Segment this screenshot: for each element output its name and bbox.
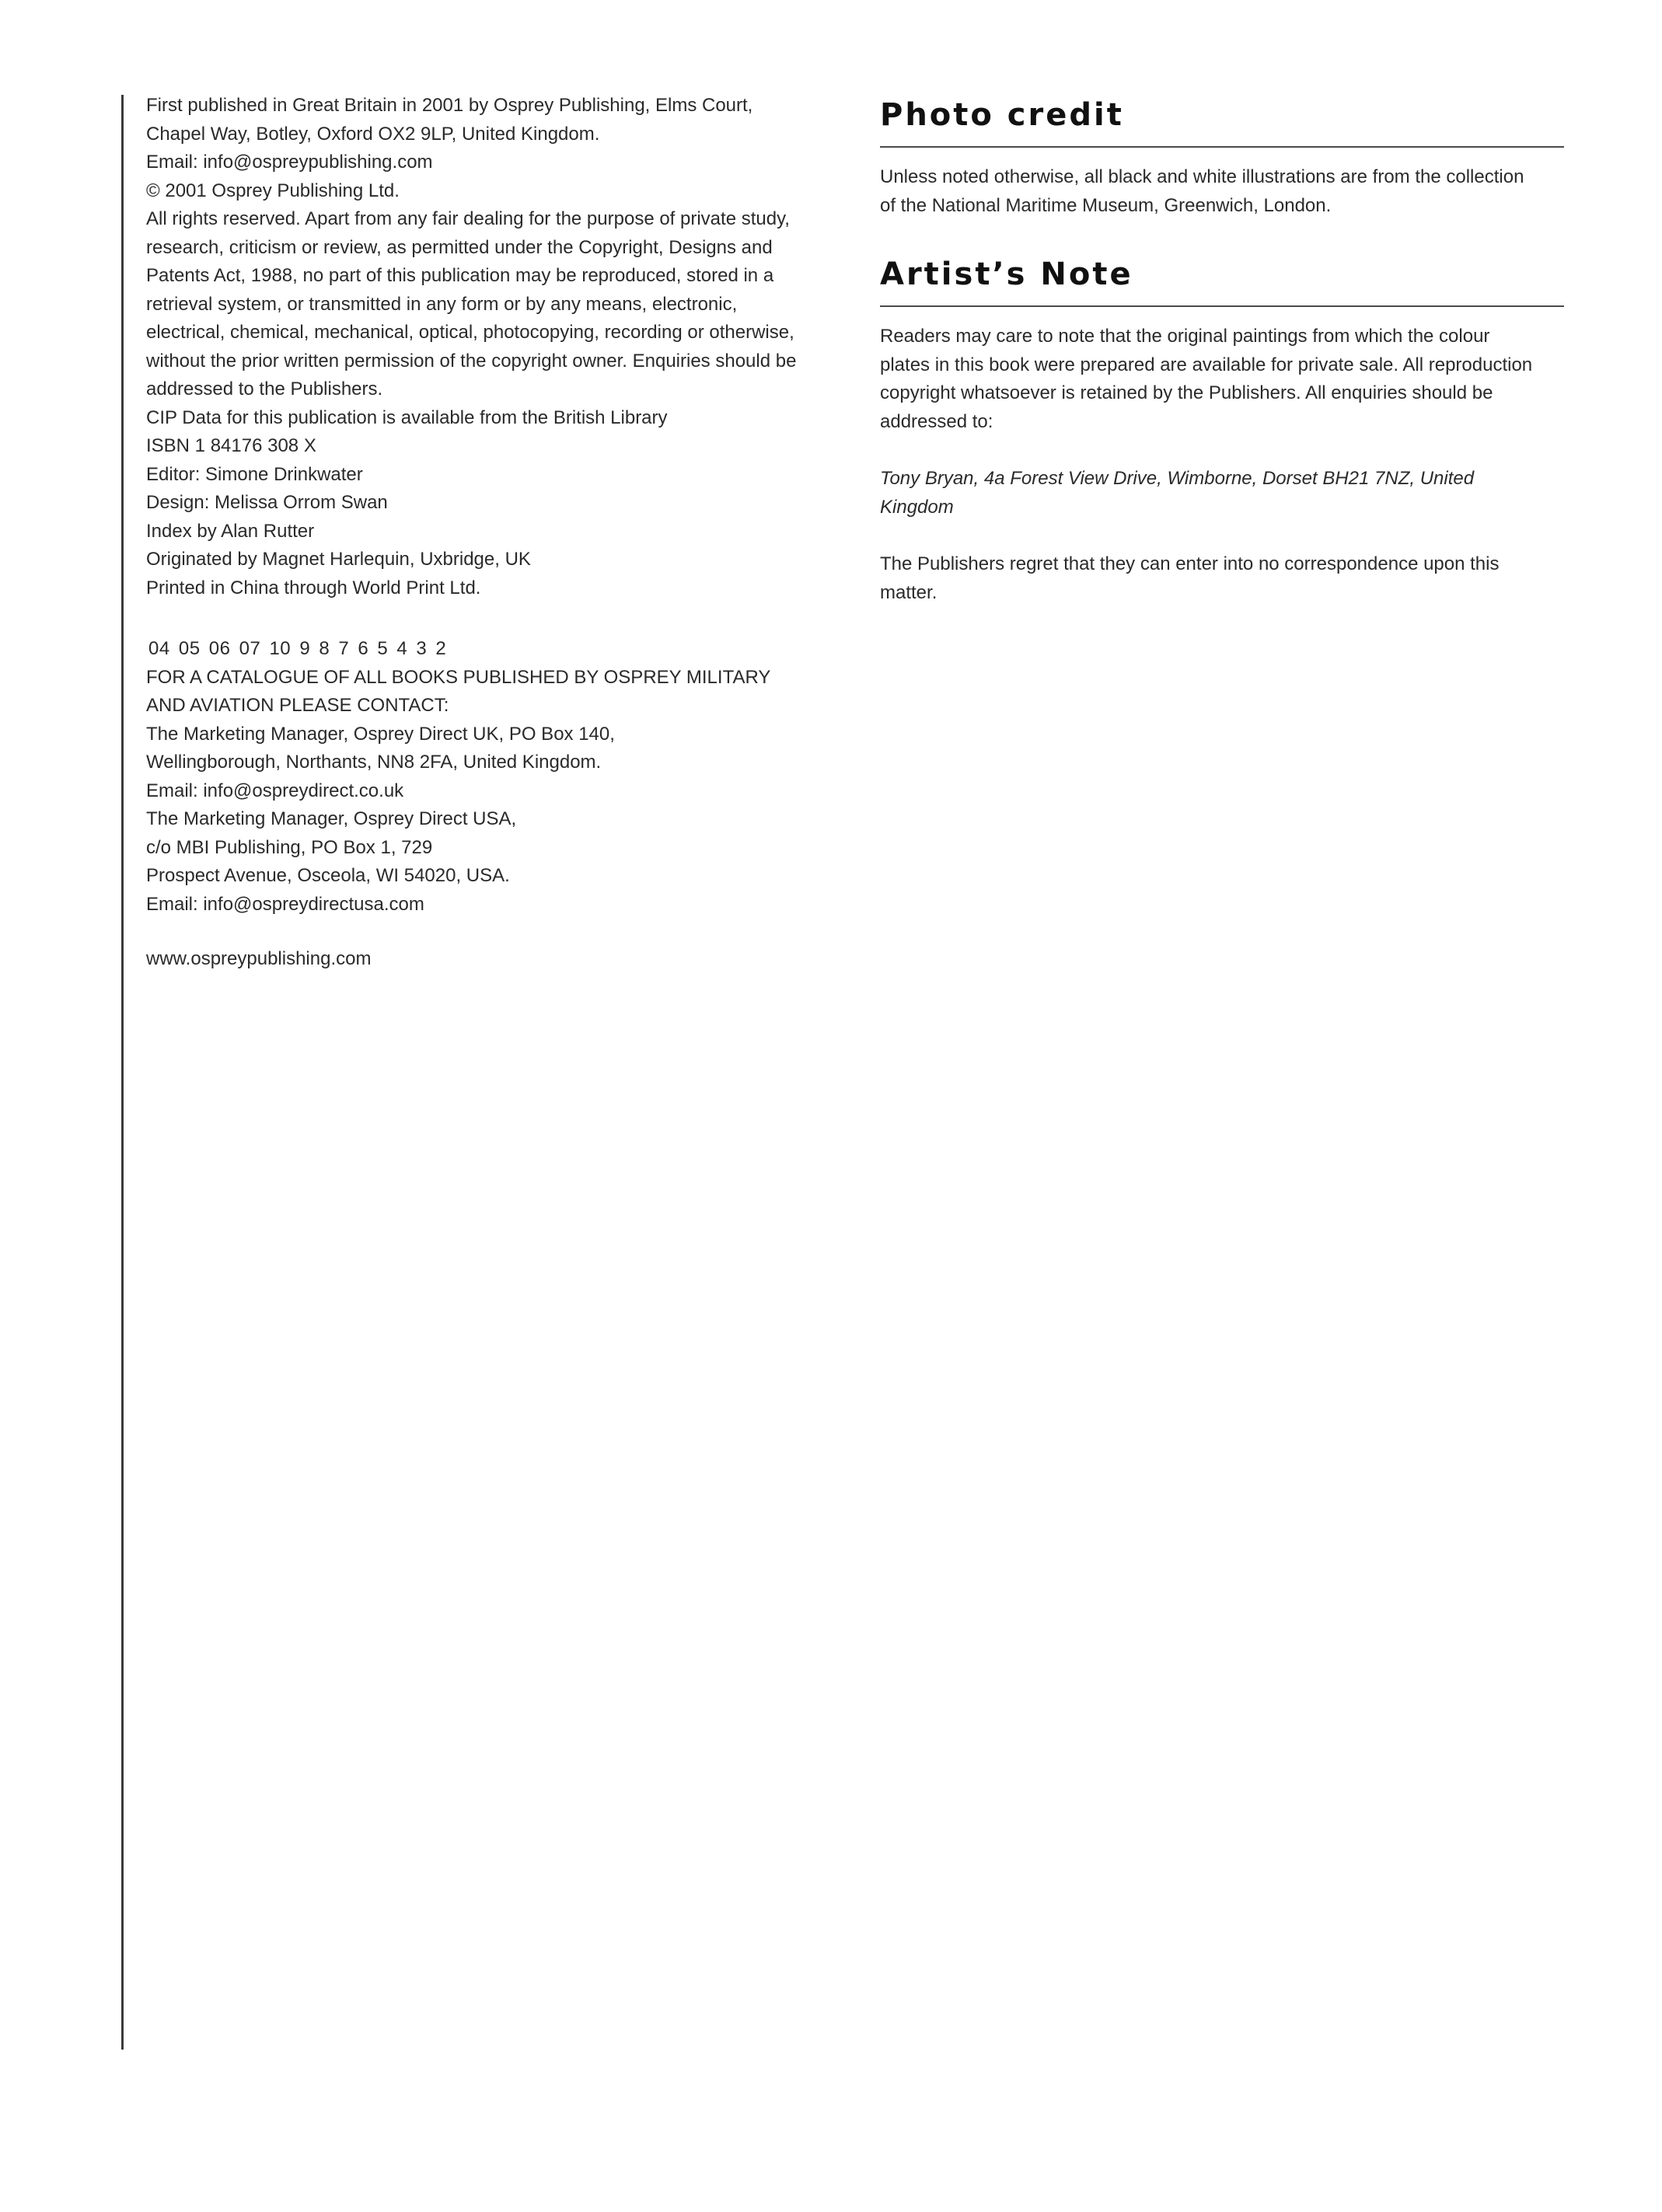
credit-line: Originated by Magnet Harlequin, Uxbridge, UK [146,549,531,570]
publication-email: Email: info@ospreypublishing.com [146,152,433,173]
credit-line: Printed in China through World Print Ltd. [146,577,481,598]
rights-line: addressed to the Publishers. [146,379,383,399]
publication-line: First published in Great Britain in 2001 by Osprey Publishing, Elms Court, [146,95,753,116]
body-line: The Publishers regret that they can enter into no correspondence upon this [880,553,1500,574]
copyright-notice [146,177,830,206]
artist-address [880,465,1564,522]
artists-note-heading: Artist’s Note [880,256,1133,292]
credit-line: Design: Melissa Orrom Swan [146,492,388,513]
credit-line: Index by Alan Rutter [146,520,315,542]
body-line: plates in this book were prepared are available for private sale. All reproduction [880,354,1533,375]
address-line: Tony Bryan, 4a Forest View Drive, Wimborne, Dorset BH21 7NZ, United [880,468,1475,489]
contact-line: c/o MBI Publishing, PO Box 1, 729 [146,836,433,858]
body-line: Unless noted otherwise, all black and white illustrations are from the collection [880,166,1524,187]
artists-note-body [880,323,1564,436]
heading-rule [880,305,1564,307]
uk-contact [146,720,830,806]
rights-line: research, criticism or review, as permitted under the Copyright, Designs and [146,236,773,258]
copyright-line: © 2001 Osprey Publishing Ltd. [146,180,400,201]
isbn [146,432,830,461]
contact-line: The Marketing Manager, Osprey Direct UK, PO Box 140, [146,723,615,745]
contact-email: Email: info@ospreydirect.co.uk [146,780,404,801]
usa-contact [146,805,830,919]
catalogue-line: FOR A CATALOGUE OF ALL BOOKS PUBLISHED BY OSPREY MILITARY [146,666,771,688]
isbn-line: ISBN 1 84176 308 X [146,435,316,456]
catalogue-notice [146,664,830,720]
rights-line: electrical, chemical, mechanical, optical, photocopying, recording or otherwise, [146,322,794,343]
imprint-column [146,92,830,974]
body-line: addressed to: [880,410,993,432]
body-line: of the National Maritime Museum, Greenwich, London. [880,194,1332,216]
contact-line: Prospect Avenue, Osceola, WI 54020, USA. [146,865,510,886]
rights-line: Patents Act, 1988, no part of this publication may be reproduced, stored in a [146,265,774,286]
rights-line: retrieval system, or transmitted in any form or by any means, electronic, [146,293,738,315]
rights-line: All rights reserved. Apart from any fair dealing for the purpose of private study, [146,208,790,229]
address-line: Kingdom [880,496,954,518]
contact-line: Wellingborough, Northants, NN8 2FA, United Kingdom. [146,752,602,773]
body-line: Readers may care to note that the original paintings from which the colour [880,326,1490,347]
cip-line: CIP Data for this publication is available from the British Library [146,406,668,428]
print-number-line [146,635,830,664]
website [146,945,830,974]
website-url: www.ospreypublishing.com [146,948,372,969]
contact-line: The Marketing Manager, Osprey Direct USA, [146,808,517,829]
rights-line: without the prior written permission of the copyright owner. Enquiries should be [146,350,797,372]
publication-info [146,92,830,177]
publication-line: Chapel Way, Botley, Oxford OX2 9LP, United Kingdom. [146,123,600,145]
photo-credit-heading: Photo credit [880,97,1124,133]
print-numbers: 04 05 06 07 10 9 8 7 6 5 4 3 2 [148,638,447,659]
credit-line: Editor: Simone Drinkwater [146,463,363,485]
contact-email: Email: info@ospreydirectusa.com [146,893,424,915]
body-line: copyright whatsoever is retained by the Publishers. All enquiries should be [880,382,1493,403]
body-line: matter. [880,581,937,603]
margin-rule [121,95,124,2050]
notes-column [880,92,1564,607]
regret-notice [880,550,1564,607]
production-credits [146,461,830,603]
cip-data [146,404,830,433]
photo-credit-body [880,163,1564,220]
rights-statement [146,205,830,404]
heading-rule [880,146,1564,148]
catalogue-line: AND AVIATION PLEASE CONTACT: [146,695,449,716]
